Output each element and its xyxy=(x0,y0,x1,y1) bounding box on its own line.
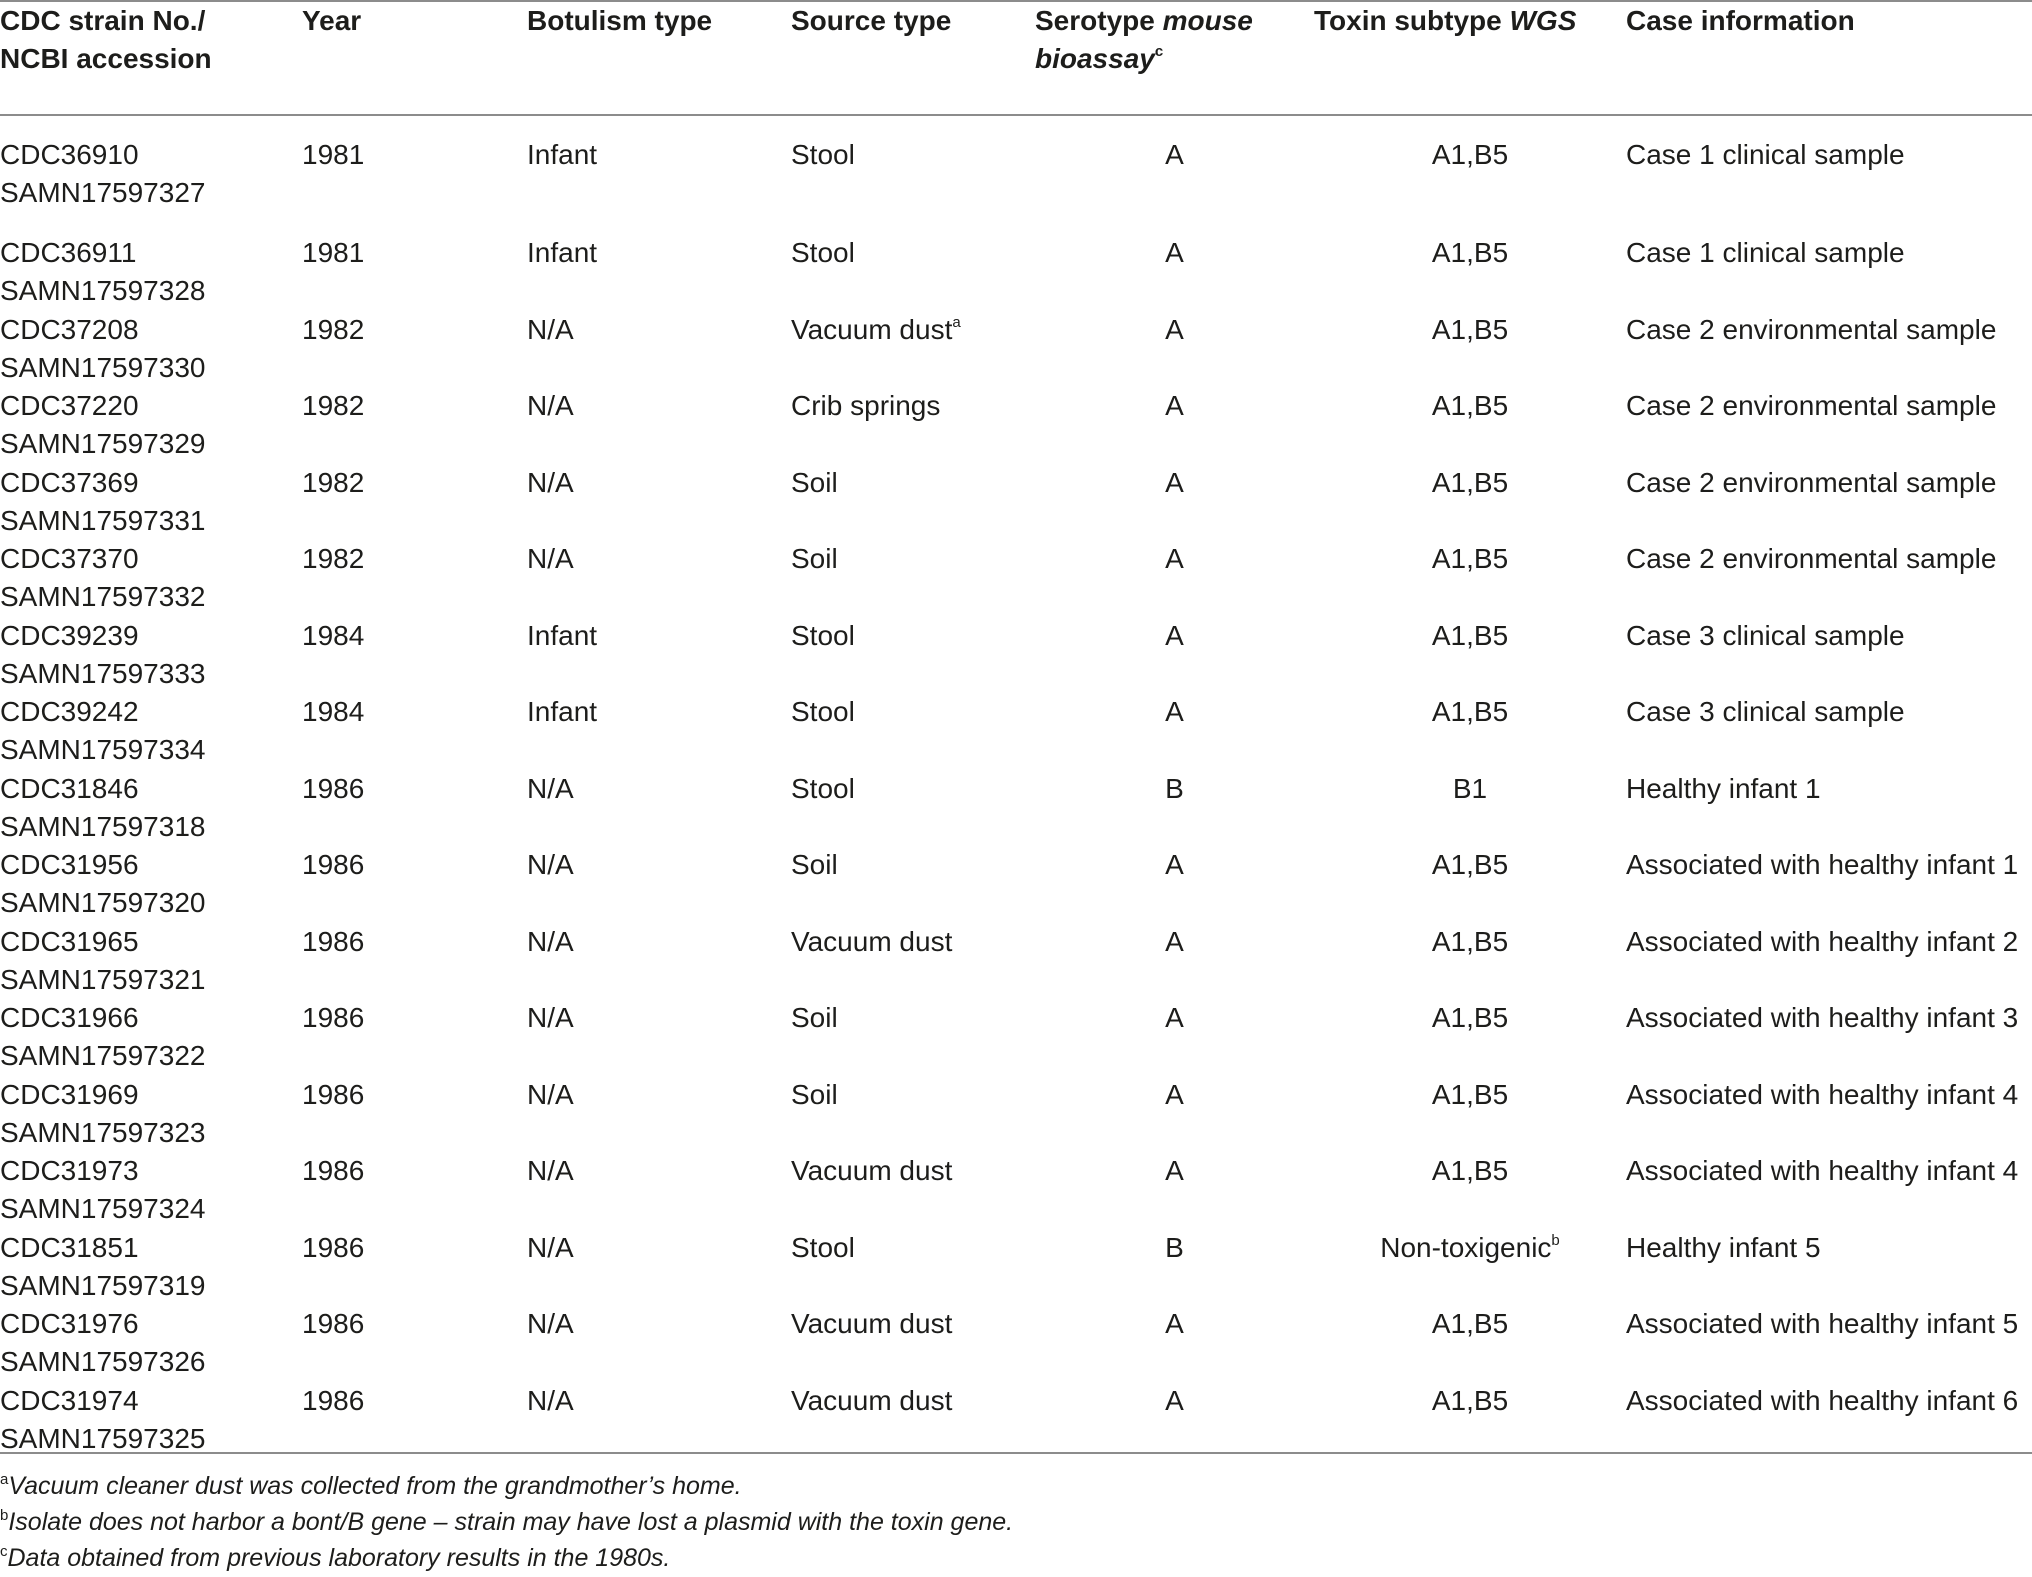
toxin-text: B1 xyxy=(1452,772,1488,804)
cell-serotype: A xyxy=(1165,1002,1184,1033)
ncbi-accession: SAMN17597328 xyxy=(0,275,206,306)
cell-case-information: Healthy infant 5 xyxy=(1626,1231,1821,1263)
cell-toxin-subtype xyxy=(1314,234,1626,311)
cell-source-type xyxy=(791,1229,1035,1306)
cell-strain xyxy=(0,114,302,234)
cell-toxin-subtype xyxy=(1314,311,1626,388)
cell-strain xyxy=(0,540,302,617)
table-row xyxy=(0,693,2032,770)
header-serotype-text: Serotype xyxy=(1035,5,1155,36)
ncbi-accession: SAMN17597332 xyxy=(0,581,206,612)
table-row xyxy=(0,1152,2032,1229)
cell-toxin-subtype xyxy=(1314,999,1626,1076)
toxin-text: A1,B5 xyxy=(1431,1002,1509,1033)
source-text: Vacuum dust xyxy=(791,1155,953,1186)
header-strain-line2: NCBI accession xyxy=(0,43,212,74)
cell-toxin-subtype xyxy=(1314,846,1626,923)
source-text: Soil xyxy=(791,466,838,498)
cell-year: 1984 xyxy=(302,696,365,727)
cell-serotype: A xyxy=(1165,543,1184,574)
cell-botulism-type: N/A xyxy=(527,1231,574,1263)
table-row xyxy=(0,1305,2032,1382)
cell-strain xyxy=(0,617,302,694)
cell-botulism-type: Infant xyxy=(527,237,598,268)
cell-year: 1986 xyxy=(302,1002,365,1033)
table-row xyxy=(0,1229,2032,1306)
cell-case-information: Associated with healthy infant 4 xyxy=(1626,1155,2019,1186)
cell-year: 1981 xyxy=(302,139,365,170)
strain-number: CDC31851 xyxy=(0,1231,139,1263)
cell-year: 1986 xyxy=(302,849,365,880)
table-row xyxy=(0,617,2032,694)
cell-source-type xyxy=(791,1305,1035,1382)
toxin-footnote-mark: b xyxy=(1551,1231,1560,1249)
cell-toxin-subtype xyxy=(1314,540,1626,617)
footnote-b-mark: b xyxy=(0,1507,9,1524)
toxin-text: Non-toxigenic xyxy=(1380,1231,1552,1263)
cell-source-type xyxy=(791,846,1035,923)
strain-table xyxy=(0,2,2032,1458)
cell-case-information: Case 3 clinical sample xyxy=(1626,619,1905,651)
cell-toxin-subtype xyxy=(1314,770,1626,847)
cell-strain xyxy=(0,1152,302,1229)
cell-strain xyxy=(0,846,302,923)
cell-year: 1986 xyxy=(302,1384,365,1416)
toxin-text: A1,B5 xyxy=(1431,139,1509,170)
cell-strain xyxy=(0,234,302,311)
header-toxin-italic: WGS xyxy=(1509,5,1577,36)
cell-case-information: Case 2 environmental sample xyxy=(1626,543,1997,574)
cell-year: 1986 xyxy=(302,1231,365,1263)
cell-case-information: Case 1 clinical sample xyxy=(1626,237,1905,268)
cell-botulism-type: N/A xyxy=(527,543,574,574)
cell-serotype: B xyxy=(1165,772,1184,804)
toxin-text: A1,B5 xyxy=(1431,925,1509,957)
cell-year: 1986 xyxy=(302,772,365,804)
cell-serotype: A xyxy=(1165,696,1184,727)
cell-year: 1986 xyxy=(302,1155,365,1186)
ncbi-accession: SAMN17597325 xyxy=(0,1422,206,1454)
cell-case-information: Case 2 environmental sample xyxy=(1626,313,1997,345)
strain-number: CDC39239 xyxy=(0,619,139,651)
header-strain-line1: CDC strain No./ xyxy=(0,5,206,36)
source-footnote-mark: a xyxy=(952,313,961,331)
cell-botulism-type: N/A xyxy=(527,466,574,498)
strain-number: CDC31846 xyxy=(0,772,139,804)
ncbi-accession: SAMN17597319 xyxy=(0,1269,206,1301)
cell-strain xyxy=(0,693,302,770)
cell-botulism-type: N/A xyxy=(527,1078,574,1110)
cell-toxin-subtype xyxy=(1314,1382,1626,1459)
cell-toxin-subtype xyxy=(1314,1305,1626,1382)
cell-toxin-subtype xyxy=(1314,387,1626,464)
cell-serotype: B xyxy=(1165,1231,1184,1263)
ncbi-accession: SAMN17597323 xyxy=(0,1116,206,1148)
cell-botulism-type: N/A xyxy=(527,772,574,804)
ncbi-accession: SAMN17597324 xyxy=(0,1193,206,1224)
source-text: Stool xyxy=(791,696,855,727)
ncbi-accession: SAMN17597318 xyxy=(0,810,206,842)
footnote-a xyxy=(0,1471,742,1505)
strain-number: CDC31976 xyxy=(0,1308,139,1339)
cell-toxin-subtype xyxy=(1314,1076,1626,1153)
source-text: Stool xyxy=(791,1231,855,1263)
header-serotype-sup: c xyxy=(1154,43,1164,60)
cell-case-information: Case 3 clinical sample xyxy=(1626,696,1905,727)
cell-serotype: A xyxy=(1165,1155,1184,1186)
cell-toxin-subtype xyxy=(1314,1152,1626,1229)
cell-source-type xyxy=(791,540,1035,617)
ncbi-accession: SAMN17597326 xyxy=(0,1346,206,1377)
source-text: Stool xyxy=(791,237,855,268)
strain-number: CDC37220 xyxy=(0,390,139,421)
cell-botulism-type: Infant xyxy=(527,619,598,651)
cell-strain xyxy=(0,1382,302,1459)
cell-year: 1984 xyxy=(302,619,365,651)
strain-number: CDC31969 xyxy=(0,1078,139,1110)
cell-case-information: Associated with healthy infant 1 xyxy=(1626,849,2019,880)
cell-source-type xyxy=(791,1382,1035,1459)
strain-number: CDC39242 xyxy=(0,696,139,727)
footnote-c-mark: c xyxy=(0,1543,8,1560)
cell-strain xyxy=(0,770,302,847)
source-text: Stool xyxy=(791,619,855,651)
strain-number: CDC31965 xyxy=(0,925,139,957)
cell-source-type xyxy=(791,999,1035,1076)
header-year: Year xyxy=(302,5,362,36)
strain-number: CDC31974 xyxy=(0,1384,139,1416)
header-row xyxy=(0,2,2032,114)
cell-serotype: A xyxy=(1165,619,1184,651)
cell-case-information: Associated with healthy infant 3 xyxy=(1626,1002,2019,1033)
cell-source-type xyxy=(791,1152,1035,1229)
cell-botulism-type: N/A xyxy=(527,313,574,345)
strain-number: CDC37369 xyxy=(0,466,139,498)
cell-case-information: Associated with healthy infant 6 xyxy=(1626,1384,2019,1416)
cell-toxin-subtype xyxy=(1314,1229,1626,1306)
cell-strain xyxy=(0,1076,302,1153)
cell-strain xyxy=(0,311,302,388)
cell-serotype: A xyxy=(1165,849,1184,880)
header-source-type: Source type xyxy=(791,5,952,36)
cell-source-type xyxy=(791,693,1035,770)
header-botulism-type: Botulism type xyxy=(527,5,713,36)
cell-case-information: Associated with healthy infant 4 xyxy=(1626,1078,2019,1110)
table-row xyxy=(0,234,2032,311)
cell-case-information: Associated with healthy infant 2 xyxy=(1626,925,2019,957)
cell-toxin-subtype xyxy=(1314,617,1626,694)
header-serotype xyxy=(1035,2,1314,114)
table-row xyxy=(0,387,2032,464)
cell-botulism-type: N/A xyxy=(527,1155,574,1186)
header-toxin-text: Toxin subtype xyxy=(1314,5,1502,36)
ncbi-accession: SAMN17597320 xyxy=(0,887,206,918)
table-row xyxy=(0,311,2032,388)
table-row xyxy=(0,1076,2032,1153)
cell-strain xyxy=(0,999,302,1076)
footnote-c xyxy=(0,1543,670,1577)
toxin-text: A1,B5 xyxy=(1431,1308,1509,1339)
cell-case-information: Case 1 clinical sample xyxy=(1626,139,1905,170)
strain-number: CDC31973 xyxy=(0,1155,139,1186)
footnote-c-text: Data obtained from previous laboratory results in the 1980s. xyxy=(7,1544,671,1572)
cell-botulism-type: Infant xyxy=(527,696,598,727)
strain-number: CDC36911 xyxy=(0,237,137,268)
cell-toxin-subtype xyxy=(1314,923,1626,1000)
cell-source-type xyxy=(791,234,1035,311)
toxin-text: A1,B5 xyxy=(1431,1384,1509,1416)
cell-source-type xyxy=(791,311,1035,388)
cell-serotype: A xyxy=(1165,925,1184,957)
strain-number: CDC37208 xyxy=(0,313,139,345)
toxin-text: A1,B5 xyxy=(1431,1078,1509,1110)
table-row xyxy=(0,114,2032,234)
toxin-text: A1,B5 xyxy=(1431,237,1509,268)
cell-strain xyxy=(0,464,302,541)
cell-source-type xyxy=(791,387,1035,464)
cell-year: 1981 xyxy=(302,237,365,268)
cell-botulism-type: N/A xyxy=(527,849,574,880)
cell-serotype: A xyxy=(1165,313,1184,345)
table-row xyxy=(0,1382,2032,1459)
header-case-information: Case information xyxy=(1626,5,1855,36)
cell-year: 1982 xyxy=(302,390,365,421)
toxin-text: A1,B5 xyxy=(1431,1155,1509,1186)
header-serotype-italic1: mouse xyxy=(1162,5,1253,36)
cell-year: 1986 xyxy=(302,925,365,957)
cell-year: 1982 xyxy=(302,543,365,574)
ncbi-accession: SAMN17597330 xyxy=(0,351,206,383)
cell-toxin-subtype xyxy=(1314,464,1626,541)
cell-source-type xyxy=(791,617,1035,694)
table-row xyxy=(0,770,2032,847)
toxin-text: A1,B5 xyxy=(1431,849,1509,880)
toxin-text: A1,B5 xyxy=(1431,466,1509,498)
cell-case-information: Associated with healthy infant 5 xyxy=(1626,1308,2019,1339)
ncbi-accession: SAMN17597333 xyxy=(0,657,206,689)
cell-toxin-subtype xyxy=(1314,693,1626,770)
source-text: Crib springs xyxy=(791,390,941,421)
cell-case-information: Case 2 environmental sample xyxy=(1626,390,1997,421)
toxin-text: A1,B5 xyxy=(1431,619,1509,651)
footnote-a-text: Vacuum cleaner dust was collected from the grandmother’s home. xyxy=(8,1472,742,1500)
table-row xyxy=(0,464,2032,541)
header-serotype-italic2: bioassay xyxy=(1035,43,1155,74)
ncbi-accession: SAMN17597331 xyxy=(0,504,206,536)
cell-serotype: A xyxy=(1165,237,1184,268)
source-text: Stool xyxy=(791,772,855,804)
toxin-text: A1,B5 xyxy=(1431,313,1509,345)
cell-botulism-type: N/A xyxy=(527,390,574,421)
cell-toxin-subtype xyxy=(1314,114,1626,234)
ncbi-accession: SAMN17597329 xyxy=(0,428,206,459)
cell-serotype: A xyxy=(1165,390,1184,421)
cell-botulism-type: N/A xyxy=(527,1308,574,1339)
strain-number: CDC31966 xyxy=(0,1002,139,1033)
footnote-a-mark: a xyxy=(0,1471,9,1488)
cell-serotype: A xyxy=(1165,1384,1184,1416)
source-text: Vacuum dust xyxy=(791,1384,953,1416)
source-text: Stool xyxy=(791,139,855,170)
source-text: Soil xyxy=(791,849,838,880)
ncbi-accession: SAMN17597322 xyxy=(0,1040,206,1071)
cell-year: 1982 xyxy=(302,466,365,498)
source-text: Vacuum dust xyxy=(791,313,953,345)
cell-source-type xyxy=(791,114,1035,234)
cell-year: 1986 xyxy=(302,1078,365,1110)
strain-number: CDC37370 xyxy=(0,543,139,574)
cell-serotype: A xyxy=(1165,139,1184,170)
cell-strain xyxy=(0,387,302,464)
table-row xyxy=(0,999,2032,1076)
table-row xyxy=(0,540,2032,617)
toxin-text: A1,B5 xyxy=(1431,696,1509,727)
strain-number: CDC31956 xyxy=(0,849,139,880)
source-text: Vacuum dust xyxy=(791,1308,953,1339)
header-strain xyxy=(0,2,302,114)
footnote-b xyxy=(0,1507,1013,1541)
footnote-b-text: Isolate does not harbor a bont/B gene – strain may have lost a plasmid with the toxin gene. xyxy=(8,1508,1014,1536)
cell-source-type xyxy=(791,923,1035,1000)
cell-serotype: A xyxy=(1165,1308,1184,1339)
cell-source-type xyxy=(791,770,1035,847)
toxin-text: A1,B5 xyxy=(1431,543,1509,574)
source-text: Soil xyxy=(791,543,838,574)
ncbi-accession: SAMN17597327 xyxy=(0,177,206,208)
cell-strain xyxy=(0,1305,302,1382)
table-row xyxy=(0,846,2032,923)
table-row xyxy=(0,923,2032,1000)
source-text: Soil xyxy=(791,1002,838,1033)
header-toxin-subtype xyxy=(1314,2,1626,114)
cell-case-information: Healthy infant 1 xyxy=(1626,772,1821,804)
cell-botulism-type: N/A xyxy=(527,1002,574,1033)
cell-botulism-type: N/A xyxy=(527,1384,574,1416)
cell-source-type xyxy=(791,1076,1035,1153)
cell-botulism-type: N/A xyxy=(527,925,574,957)
source-text: Vacuum dust xyxy=(791,925,953,957)
cell-strain xyxy=(0,923,302,1000)
cell-year: 1986 xyxy=(302,1308,365,1339)
source-text: Soil xyxy=(791,1078,838,1110)
cell-botulism-type: Infant xyxy=(527,139,598,170)
cell-source-type xyxy=(791,464,1035,541)
toxin-text: A1,B5 xyxy=(1431,390,1509,421)
cell-case-information: Case 2 environmental sample xyxy=(1626,466,1997,498)
ncbi-accession: SAMN17597321 xyxy=(0,963,206,995)
cell-serotype: A xyxy=(1165,1078,1184,1110)
ncbi-accession: SAMN17597334 xyxy=(0,734,206,765)
strain-number: CDC36910 xyxy=(0,139,139,170)
cell-year: 1982 xyxy=(302,313,365,345)
cell-strain xyxy=(0,1229,302,1306)
cell-serotype: A xyxy=(1165,466,1184,498)
